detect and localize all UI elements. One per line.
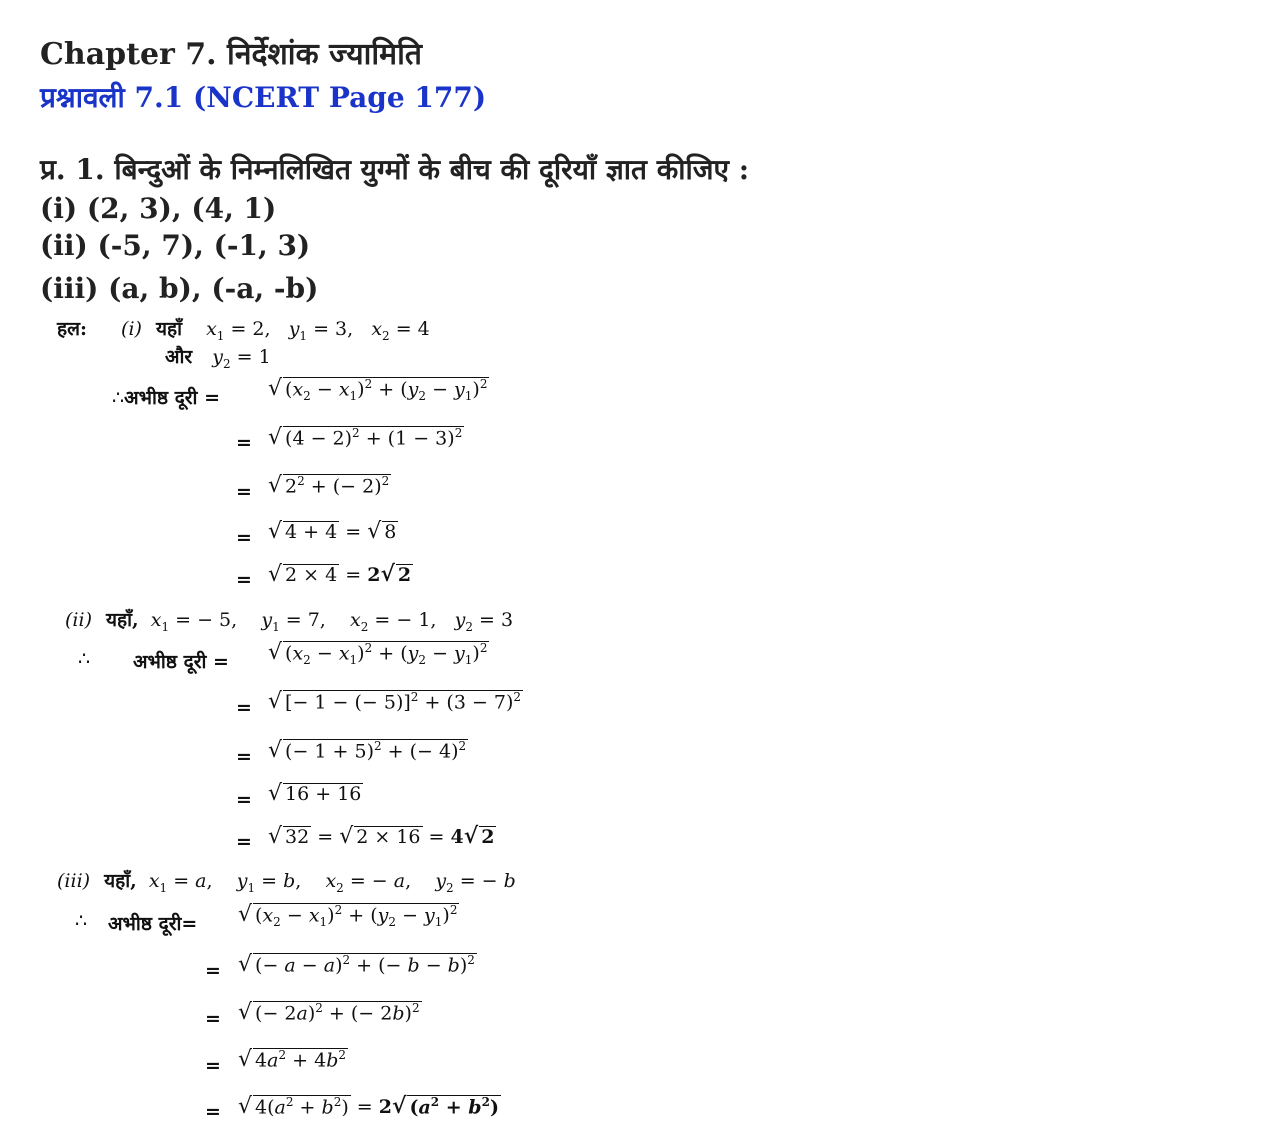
step-expression: √ [− 1 − (− $5)]^2 + (3 - 7)^2$ — [268, 689, 522, 714]
step-expression: √ 16 + 16 — [268, 781, 362, 806]
solution-line: हल: (i) यहाँ $x_1 = 2$, $y_1 = 3$, $x_2 = 4$ — [57, 318, 430, 343]
step-expression: √ $2^2$ + (− 2)$^2$ — [268, 473, 390, 498]
equals-sign: = — [236, 432, 252, 454]
step-expression: √ 2 × 4 = 2√ 2 — [268, 561, 412, 587]
equals-sign: = — [236, 527, 252, 549]
and-word: और — [165, 346, 193, 368]
question-part-iii: (iii) (a, b), (-a, -b) — [40, 272, 319, 305]
solution-line: (iii) यहाँ, $x_1 = a$, $y_1 = b$, $x_2$ = − a, $y_2$ = − b — [57, 870, 516, 895]
step-expression: √ $4(a^2 + b^2) = 2√$ $(a^2 + b^2)$ — [238, 1093, 499, 1119]
therefore-symbol: ∴ — [75, 910, 88, 932]
equals-sign: = — [236, 569, 252, 591]
equals-sign: = — [236, 789, 252, 811]
question-part-i: (i) (2, 3), (4, 1) — [40, 192, 277, 225]
step-expression: √ 32 = √ 2 × 16 = 4√ 2 — [268, 823, 495, 849]
equals-sign: = — [236, 746, 252, 768]
solution-label: हल: — [57, 318, 87, 340]
therefore-symbol: ∴ — [78, 648, 91, 670]
formula-expression: √ $(x_2 - x_1)^2 + (y_2 - y_1)^2$ — [238, 902, 458, 929]
step-expression: √ 4 + 4 = √ 8 — [268, 519, 397, 544]
step-expression: √ (− 1 + 5)$^2$ + (− 4)$^2$ — [268, 738, 467, 763]
step-expression: √ $4a^2 + 4b^2$ — [238, 1047, 346, 1072]
here-word: यहाँ — [156, 318, 183, 340]
question-text: प्र. 1. बिन्दुओं के निम्नलिखित युग्मों के बीच की दूरियाँ ज्ञात कीजिए : — [40, 153, 750, 186]
step-expression: √ $(4 - 2)^2 + (1 - 3)^2$ — [268, 425, 463, 450]
distance-label: ∴अभीष्ठ दूरी = — [112, 387, 221, 409]
equals-sign: = — [236, 697, 252, 719]
step-expression: √ (− a − a)$^2$ + (− b − b)$^2$ — [238, 952, 475, 977]
distance-label: अभीष्ठ दूरी = — [133, 651, 229, 673]
here-word: यहाँ, — [104, 870, 137, 892]
formula-expression: √ $(x_2 - x_1)^2 + (y_2 - y_1)^2$ — [268, 640, 488, 667]
part-tag: (iii) — [57, 870, 91, 892]
solution-line: और $y_2 = 1$ — [165, 346, 271, 371]
step-expression: √ (− 2a)$^2$ + (− 2b)$^2$ — [238, 1000, 420, 1025]
equals-sign: = — [205, 1101, 221, 1123]
part-tag: (i) — [121, 318, 142, 340]
part-tag: (ii) — [65, 609, 92, 631]
distance-label: अभीष्ठ दूरी= — [108, 913, 198, 935]
equals-sign: = — [205, 1055, 221, 1077]
equals-sign: = — [236, 481, 252, 503]
equals-sign: = — [236, 831, 252, 853]
exercise-title: प्रश्नावली 7.1 (NCERT Page 177) — [40, 81, 487, 114]
formula-expression: √ $(x_2 - x_1)^2 + (y_2 - y_1)^2$ — [268, 376, 488, 403]
solution-line: (ii) यहाँ, $x_1$ = − 5, $y_1 = 7$, $x_2$ = − 1, $y_2 = 3$ — [65, 609, 514, 634]
here-word: यहाँ, — [106, 609, 139, 631]
equals-sign: = — [205, 960, 221, 982]
chapter-title: Chapter 7. निर्देशांक ज्यामिति — [40, 37, 422, 72]
equals-sign: = — [205, 1008, 221, 1030]
question-part-ii: (ii) (-5, 7), (-1, 3) — [40, 229, 311, 262]
